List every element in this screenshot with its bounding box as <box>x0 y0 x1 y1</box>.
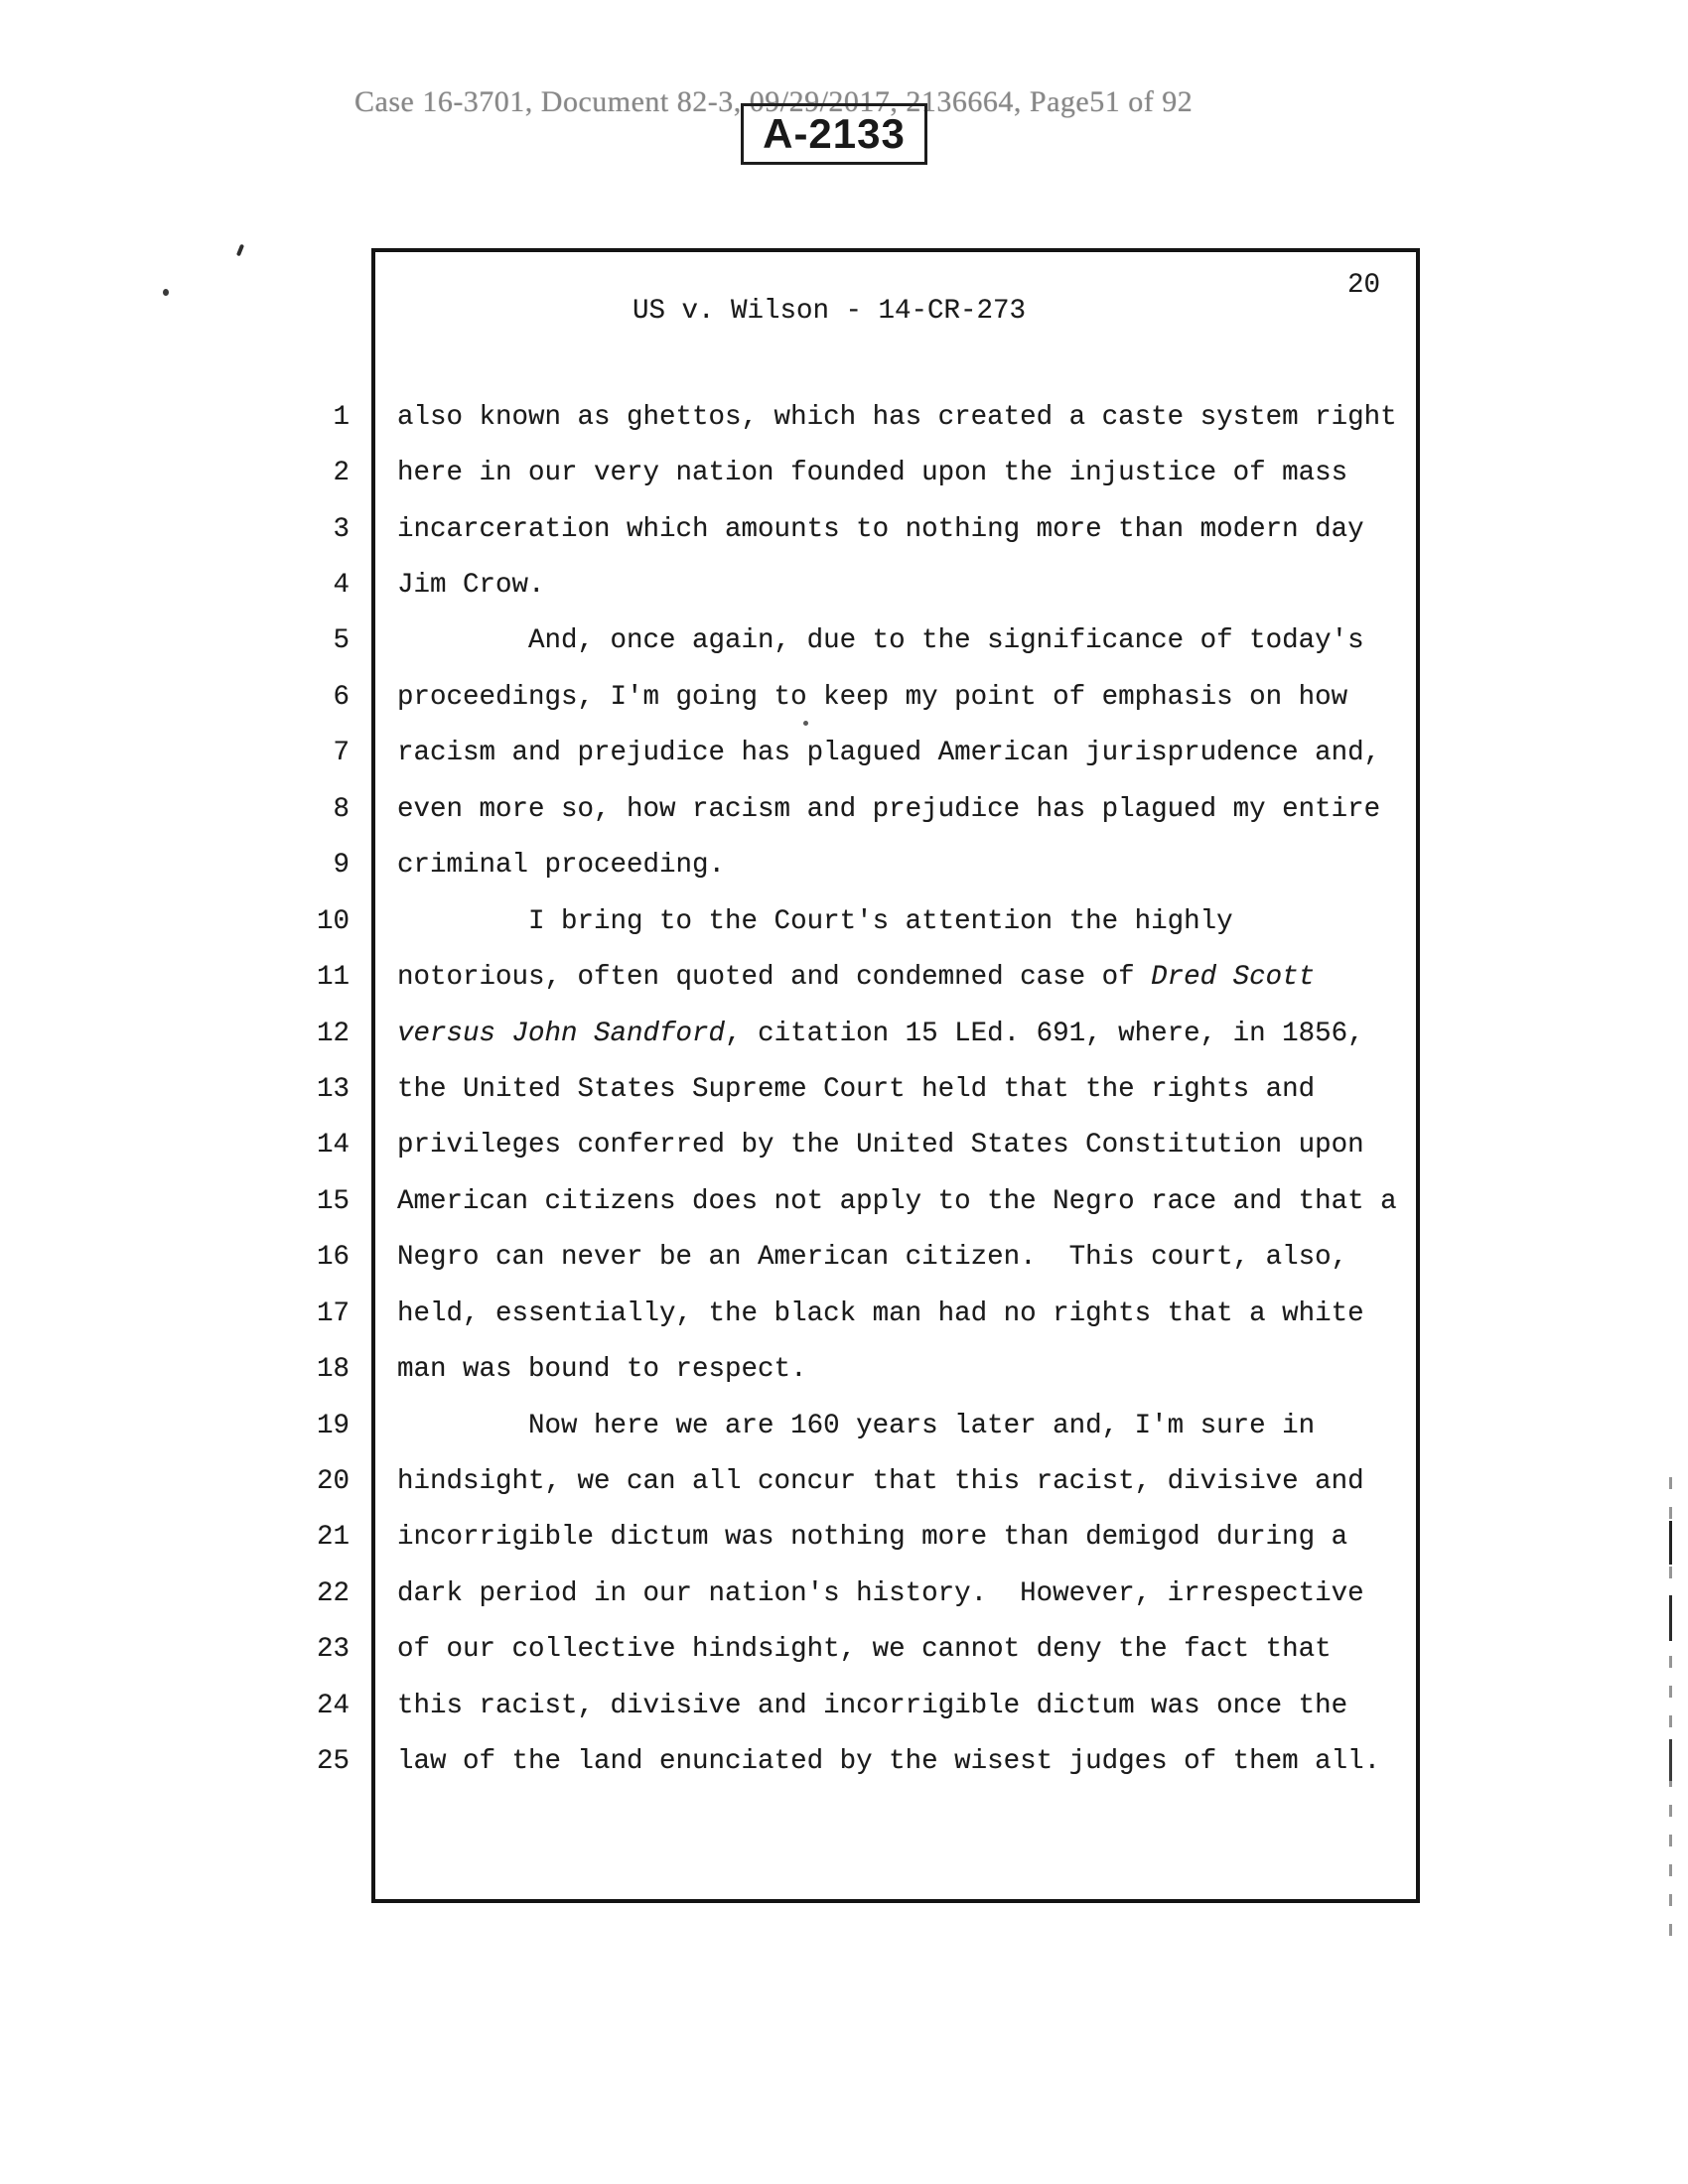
transcript-line <box>296 1566 1428 1621</box>
line-number: 13 <box>316 1073 350 1105</box>
line-number: 16 <box>316 1242 350 1274</box>
line-text-segment: privileges conferred by the United States Constitution upon <box>397 1130 1364 1161</box>
transcript-line <box>296 1510 1428 1566</box>
line-text-italic-segment: Dred Scott <box>1151 962 1316 994</box>
line-number: 18 <box>316 1354 350 1386</box>
scan-artifact-dash <box>1669 1595 1672 1641</box>
line-text <box>397 1354 807 1385</box>
line-text-segment: hindsight, we can all concur that this racist, divisive and <box>397 1466 1364 1498</box>
line-number: 19 <box>316 1410 350 1441</box>
line-text-segment: also known as ghettos, which has created a caste system right <box>397 401 1397 433</box>
case-caption: US v. Wilson - 14-CR-273 <box>633 296 1027 327</box>
line-text <box>397 738 1380 768</box>
transcript-line <box>296 1006 1428 1061</box>
transcript-line <box>296 893 1428 949</box>
line-number: 24 <box>316 1690 350 1721</box>
transcript-line <box>296 1622 1428 1678</box>
line-text-segment: And, once again, due to the significance of today's <box>397 625 1364 657</box>
line-text <box>397 1522 1347 1553</box>
transcript-line <box>296 1286 1428 1341</box>
line-text-segment: man was bound to respect. <box>397 1354 807 1386</box>
line-text <box>397 1746 1380 1777</box>
line-number: 2 <box>333 458 350 489</box>
transcript-line <box>296 557 1428 613</box>
line-text <box>397 906 1233 937</box>
line-text <box>397 1074 1315 1105</box>
line-text <box>397 682 1347 713</box>
line-number: 17 <box>316 1297 350 1329</box>
line-text <box>397 1466 1364 1497</box>
line-text-segment: dark period in our nation's history. However, irrespective <box>397 1577 1364 1609</box>
line-number: 15 <box>316 1185 350 1217</box>
transcript-line <box>296 445 1428 500</box>
transcript-line <box>296 1398 1428 1453</box>
line-number: 10 <box>316 905 350 937</box>
transcript-line <box>296 1678 1428 1733</box>
line-number: 14 <box>316 1130 350 1161</box>
line-number: 3 <box>333 513 350 545</box>
transcript-line <box>296 1230 1428 1286</box>
line-number: 6 <box>333 681 350 713</box>
transcript-line <box>296 1118 1428 1173</box>
scan-artifact-dash <box>1669 1521 1672 1565</box>
line-text-segment: here in our very nation founded upon the injustice of mass <box>397 458 1348 489</box>
line-text-segment: I bring to the Court's attention the highly <box>397 905 1233 937</box>
line-text-segment: notorious, often quoted and condemned case of <box>397 962 1152 994</box>
line-number: 12 <box>316 1018 350 1049</box>
line-text <box>397 1691 1347 1721</box>
transcript-line <box>296 1734 1428 1790</box>
line-text-segment: , citation 15 LEd. 691, where, in 1856, <box>725 1018 1364 1049</box>
line-number: 1 <box>333 401 350 433</box>
transcript-lines <box>296 389 1428 1790</box>
transcript-line <box>296 614 1428 669</box>
line-text-segment: Jim Crow. <box>397 570 545 602</box>
line-text <box>397 514 1364 545</box>
transcript-line <box>296 501 1428 557</box>
line-number: 8 <box>333 793 350 825</box>
line-number: 7 <box>333 738 350 769</box>
line-number: 25 <box>316 1746 350 1778</box>
ecf-header-text: Case 16-3701, Document 82-3, 09/29/2017, 2136664, Page51 of 92 <box>354 85 1194 118</box>
line-text-segment: incarceration which amounts to nothing more than modern day <box>397 513 1364 545</box>
line-number: 21 <box>316 1522 350 1554</box>
line-text <box>397 570 545 601</box>
transcript-line <box>296 389 1428 445</box>
line-text-segment: Negro can never be an American citizen. This court, also, <box>397 1242 1348 1274</box>
line-text-segment: proceedings, I'm going to keep my point of emphasis on how <box>397 681 1348 713</box>
line-text-segment: Now here we are 160 years later and, I'm sure in <box>397 1410 1316 1441</box>
line-text <box>397 1634 1332 1665</box>
line-text <box>397 1019 1364 1049</box>
line-text <box>397 458 1347 488</box>
bates-stamp-label: A-2133 <box>763 110 906 157</box>
line-text <box>397 962 1315 993</box>
line-text <box>397 1578 1364 1609</box>
line-text <box>397 1411 1315 1441</box>
line-text <box>397 1242 1347 1273</box>
line-text <box>397 794 1380 825</box>
line-number: 11 <box>316 962 350 994</box>
transcript-line <box>296 1061 1428 1117</box>
line-number: 20 <box>316 1466 350 1498</box>
line-text-segment: of our collective hindsight, we cannot deny the fact that <box>397 1634 1332 1666</box>
line-text <box>397 1298 1364 1329</box>
transcript-line <box>296 781 1428 837</box>
line-text <box>397 850 725 881</box>
transcript-line <box>296 838 1428 893</box>
line-number: 23 <box>316 1634 350 1666</box>
line-text <box>397 1186 1397 1217</box>
line-text <box>397 402 1397 433</box>
bates-stamp-box <box>741 103 927 165</box>
line-text-segment: held, essentially, the black man had no rights that a white <box>397 1297 1364 1329</box>
scan-speck <box>236 244 244 257</box>
transcript-line <box>296 1341 1428 1397</box>
scan-artifact-dash <box>1669 1739 1672 1781</box>
line-text-segment: even more so, how racism and prejudice has plagued my entire <box>397 793 1381 825</box>
transcript-page-number: 20 <box>1347 270 1381 301</box>
line-text-segment: law of the land enunciated by the wisest judges of them all. <box>397 1746 1381 1778</box>
line-number: 5 <box>333 625 350 657</box>
line-text-italic-segment: versus John Sandford <box>397 1018 726 1049</box>
transcript-line <box>296 669 1428 725</box>
transcript-line <box>296 1453 1428 1509</box>
line-text-segment: this racist, divisive and incorrigible dictum was once the <box>397 1690 1348 1721</box>
line-number: 4 <box>333 570 350 602</box>
line-text-segment: incorrigible dictum was nothing more than demigod during a <box>397 1522 1348 1554</box>
line-text <box>397 625 1364 656</box>
line-text-segment: American citizens does not apply to the Negro race and that a <box>397 1185 1397 1217</box>
transcript-line <box>296 726 1428 781</box>
line-number: 9 <box>333 850 350 882</box>
line-text-segment: criminal proceeding. <box>397 850 726 882</box>
line-text-segment: the United States Supreme Court held that the rights and <box>397 1073 1316 1105</box>
line-text <box>397 1130 1364 1160</box>
transcript-line <box>296 949 1428 1005</box>
transcript-line <box>296 1173 1428 1229</box>
line-text-segment: racism and prejudice has plagued American jurisprudence and, <box>397 738 1381 769</box>
line-number: 22 <box>316 1577 350 1609</box>
scan-speck <box>163 289 169 296</box>
